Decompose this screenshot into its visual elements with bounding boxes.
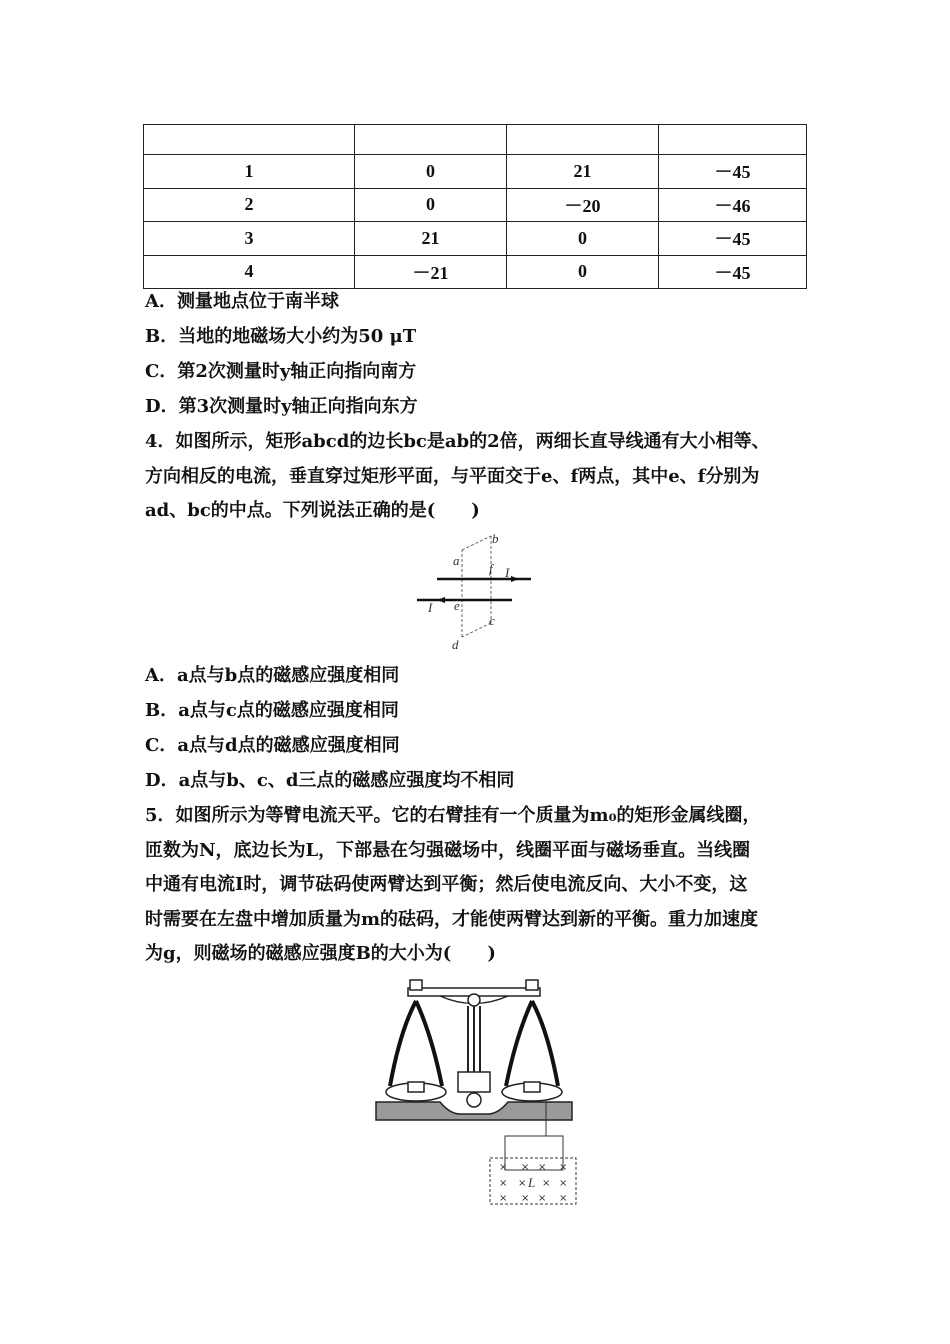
table-cell: －45 <box>659 155 807 189</box>
field-cross: × <box>538 1162 547 1173</box>
table-header-cell <box>659 125 807 155</box>
field-cross: × <box>542 1178 551 1189</box>
table-cell: 4 <box>144 255 355 289</box>
table-cell: －21 <box>355 255 507 289</box>
q5-stem-line: 5．如图所示为等臂电流天平。它的右臂挂有一个质量为m₀的矩形金属线圈， <box>145 805 761 826</box>
label-b: b <box>492 531 499 546</box>
q4-option-c: C．a点与d点的磁感应强度相同 <box>145 735 400 756</box>
q5-stem-line: 中通有电流I时，调节砝码使两臂达到平衡；然后使电流反向、大小不变，这 <box>145 874 748 895</box>
q4-stem-line: ad、bc的中点。下列说法正确的是( ) <box>145 500 480 521</box>
q3-option-c: C．第2次测量时y轴正向指向南方 <box>145 361 417 382</box>
field-cross: × <box>559 1193 568 1204</box>
table-header-cell <box>144 125 355 155</box>
q3-option-a: A．测量地点位于南半球 <box>145 291 339 312</box>
field-cross: × <box>538 1193 547 1204</box>
field-cross: × <box>499 1193 508 1204</box>
field-cross: × <box>499 1178 508 1189</box>
table-cell: 21 <box>507 155 659 189</box>
table-cell: 1 <box>144 155 355 189</box>
table-cell: －45 <box>659 255 807 289</box>
table-cell: 0 <box>355 155 507 189</box>
dashed-rectangle <box>462 536 491 637</box>
table-row <box>144 222 807 256</box>
label-f: f <box>489 561 493 576</box>
table-cell: 21 <box>355 222 507 256</box>
q5-stem-line: 为g，则磁场的磁感应强度B的大小为( ) <box>145 943 496 964</box>
table-cell: 0 <box>507 255 659 289</box>
field-cross: × <box>521 1193 530 1204</box>
q4-rectangle-wires-figure <box>405 528 545 658</box>
q5-stem-line: 匝数为N，底边长为L，下部悬在匀强磁场中，线圈平面与磁场垂直。当线圈 <box>145 840 751 861</box>
q5-current-balance-figure <box>370 976 580 1208</box>
arrow-left-icon <box>437 597 445 603</box>
table-row <box>144 188 807 222</box>
table-cell: 0 <box>355 188 507 222</box>
table-row <box>144 155 807 189</box>
label-c: c <box>489 613 495 628</box>
rectangular-coil <box>505 1136 563 1170</box>
q3-option-b: B．当地的地磁场大小约为50 μT <box>145 326 417 347</box>
table-header-cell <box>507 125 659 155</box>
left-pan-hanger <box>390 1001 442 1086</box>
table-cell: 0 <box>507 222 659 256</box>
table-cell: －20 <box>507 188 659 222</box>
label-a: a <box>453 553 460 568</box>
label-current-bottom: I <box>428 600 433 615</box>
table-cell: －46 <box>659 188 807 222</box>
balance-beam <box>408 980 540 1006</box>
q5-stem-line: 时需要在左盘中增加质量为m的砝码，才能使两臂达到新的平衡。重力加速度 <box>145 909 759 930</box>
field-cross: × <box>559 1178 568 1189</box>
label-current-top: I <box>505 565 510 580</box>
q4-stem-line: 方向相反的电流，垂直穿过矩形平面，与平面交于e、f两点，其中e、f分别为 <box>145 466 760 487</box>
table-row <box>144 255 807 289</box>
label-L: L <box>528 1175 536 1190</box>
q4-option-a: A．a点与b点的磁感应强度相同 <box>145 665 400 686</box>
table-cell: 3 <box>144 222 355 256</box>
field-cross: × <box>521 1162 530 1173</box>
q4-option-d: D．a点与b、c、d三点的磁感应强度均不相同 <box>145 770 515 791</box>
label-d: d <box>452 637 459 652</box>
q3-option-d: D．第3次测量时y轴正向指向东方 <box>145 396 418 417</box>
label-e: e <box>454 598 460 613</box>
q4-option-b: B．a点与c点的磁感应强度相同 <box>145 700 399 721</box>
table-header-row <box>144 125 807 155</box>
field-cross: × <box>559 1162 568 1173</box>
field-cross: × <box>499 1162 508 1173</box>
table-cell: 2 <box>144 188 355 222</box>
arrow-right-icon <box>511 576 519 582</box>
table-cell: －45 <box>659 222 807 256</box>
field-cross: × <box>518 1178 527 1189</box>
q4-stem-line: 4．如图所示，矩形abcd的边长bc是ab的2倍，两细长直导线通有大小相等、 <box>145 431 770 452</box>
right-pan-hanger <box>506 1001 558 1086</box>
table-header-cell <box>355 125 507 155</box>
measurement-table <box>143 124 807 289</box>
